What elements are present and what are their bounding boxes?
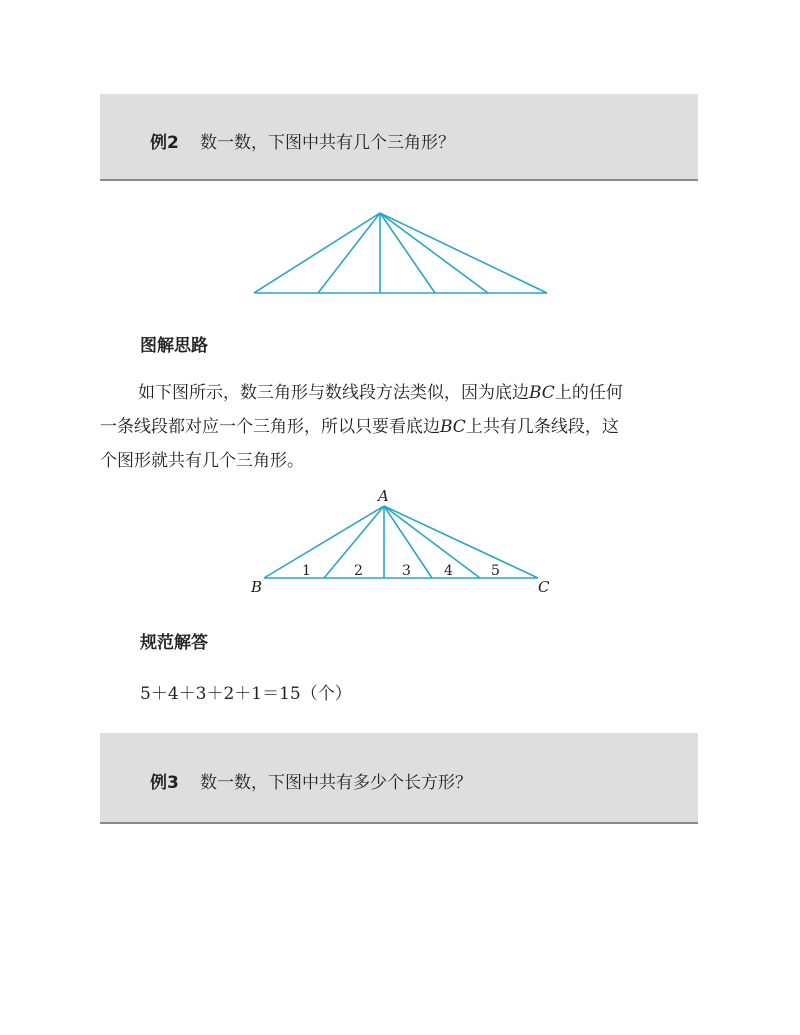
example-3-question: 数一数，下图中共有多少个长方形？ [200,773,472,793]
solution-idea-heading: 图解思路 [140,336,208,356]
fig1-inner-line-3 [380,213,435,293]
solution-idea-paragraph [100,376,700,478]
standard-answer-heading: 规范解答 [140,633,208,653]
bc-term: BC [440,417,466,437]
example-3-box [100,733,698,824]
segment-number-3: 3 [402,563,411,579]
paragraph-line-3: 个图形就共有几个三角形。 [100,451,304,471]
bc-term: BC [529,383,555,403]
fig2-edge-left [264,506,384,578]
example-3-label: 例3 [150,773,179,793]
paragraph-line-1: 如下图所示，数三角形与数线段方法类似，因为底边BC上的任何 [138,383,623,403]
segment-number-1: 1 [302,563,311,579]
figure-2-labels [250,487,550,596]
point-b-label: B [251,578,263,596]
segment-number-2: 2 [354,563,363,579]
fig1-edge-right [380,213,547,293]
segment-number-5: 5 [491,563,500,579]
point-a-label: A [378,487,389,505]
example-2-label: 例2 [150,133,179,153]
answer-expression: 5＋4＋3＋2＋1＝15（个） [140,684,352,704]
example-2-question: 数一数，下图中共有几个三角形？ [200,133,455,153]
point-c-label: C [538,578,550,596]
paragraph-line-2: 一条线段都对应一个三角形，所以只要看底边BC上共有几条线段，这 [100,417,619,437]
fig1-inner-line-4 [380,213,488,293]
segment-number-4: 4 [444,563,453,579]
fig2-inner-line-4 [384,506,480,578]
fig1-edge-left [254,213,380,293]
fig1-inner-line-1 [318,213,380,293]
figure-1-triangles [254,213,547,293]
